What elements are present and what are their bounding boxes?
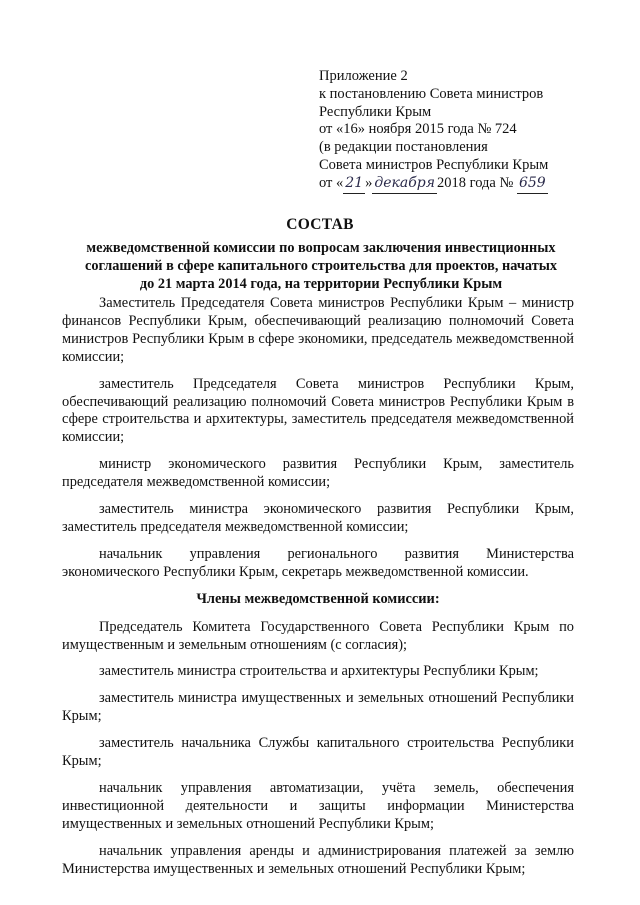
deputy-chair-paragraph-3: заместитель министра экономического развития Республики Крым, заместитель председателя межведомственной комиссии; xyxy=(62,501,574,535)
document-body xyxy=(62,295,574,887)
document-subtitle: межведомственной комиссии по вопросам заключения инвестиционных соглашений в сфере капитального строительства для проектов, начатых до 21 марта 2014 года, на территории Республики Крым xyxy=(84,240,558,292)
revision-date-quote: » xyxy=(365,174,373,191)
member-item: заместитель министра строительства и архитектуры Республики Крым; xyxy=(99,663,539,680)
resolution-reference: к постановлению Совета министров xyxy=(319,85,544,102)
member-item: заместитель начальника Службы капитального строительства Республики Крым; xyxy=(62,735,574,770)
appendix-number: Приложение 2 xyxy=(319,68,408,84)
member-item: начальник управления аренды и администрирования платежей за землю Министерства имущественных и земельных отношений Республики Крым; xyxy=(62,842,574,877)
members-heading: Члены межведомственной комиссии: xyxy=(196,590,440,607)
handwritten-number: 659 xyxy=(517,175,548,194)
appendix-header xyxy=(319,68,619,194)
member-item: Председатель Комитета Государственного Совета Республики Крым по имущественным и земельным отношениям (с согласия); xyxy=(62,618,574,653)
deputy-chair-paragraph-1: заместитель Председателя Совета министров Республики Крым, обеспечивающий реализацию полномочий Совета министров Республики Крым в сфере строительства и архитектуры, заместитель председателя межведомственной комиссии; xyxy=(62,375,574,446)
revision-note: (в редакции постановления xyxy=(319,139,488,156)
member-item: заместитель министра имущественных и земельных отношений Республики Крым; xyxy=(62,690,574,725)
revision-council: Совета министров Республики Крым xyxy=(319,156,549,173)
resolution-date-number: от «16» ноября 2015 года № 724 xyxy=(319,121,517,138)
secretary-paragraph: начальник управления регионального развития Министерства экономического Республики Крым, секретарь межведомственной комиссии. xyxy=(62,545,574,580)
deputy-chair-paragraph-2: министр экономического развития Республики Крым, заместитель председателя межведомственной комиссии; xyxy=(62,456,574,491)
republic-name: Республики Крым xyxy=(319,103,432,120)
revision-year: 2018 года № xyxy=(437,174,514,191)
document-title: СОСТАВ xyxy=(286,216,354,233)
member-item: начальник управления автоматизации, учёта земель, обеспечения инвестиционной деятельности и защиты информации Министерства имущественных и земельных отношений Республики Крым; xyxy=(62,779,574,832)
handwritten-month: декабря xyxy=(372,175,437,194)
handwritten-day: 21 xyxy=(343,175,365,194)
chair-paragraph: Заместитель Председателя Совета министров Республики Крым – министр финансов Республики Крым, обеспечивающий реализацию полномочий Совета министров Республики Крым в сфере экономики, председатель межведомственной комиссии; xyxy=(62,295,574,365)
revision-date-line xyxy=(319,175,619,194)
revision-date-prefix: от « xyxy=(319,174,344,191)
